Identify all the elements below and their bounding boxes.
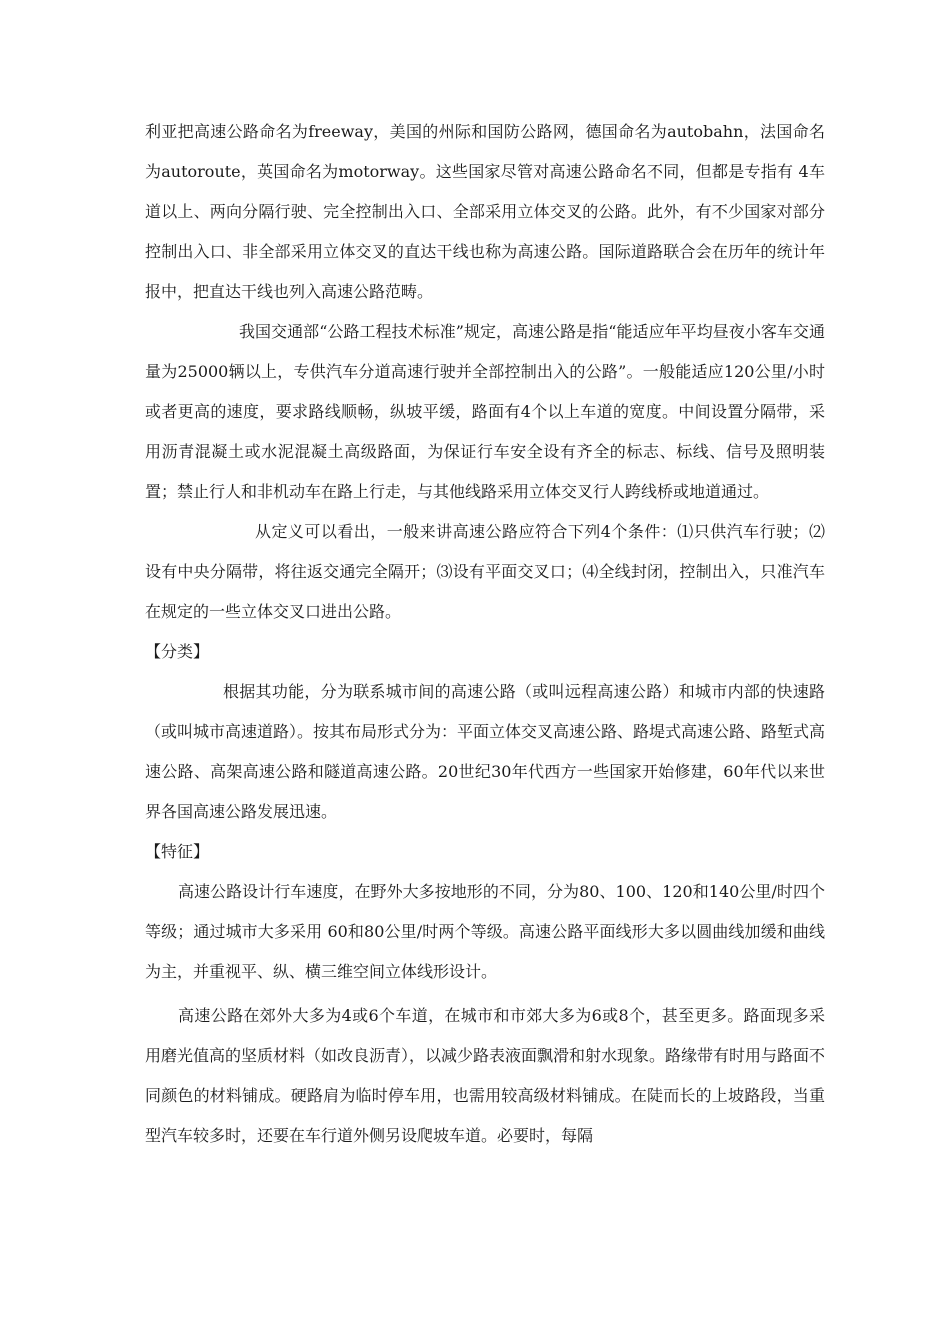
- paragraph-naming: 利亚把高速公路命名为freeway，美国的州际和国防公路网，德国命名为autobahn，法国命名为autoroute，英国命名为motorway。这些国家尽管对高速公路命名不同，但都是专指有 4车道以上、两向分隔行驶、完全控制出入口、全部采用立体交叉的公路。此外，有不少国家对部分控制出入口、非全部采用立体交叉的直达干线也称为高速公路。国际道路联合会在历年的统计年报中，把直达干线也列入高速公路范畴。: [145, 122, 825, 301]
- paragraph-conditions: 从定义可以看出，一般来讲高速公路应符合下列4个条件：⑴只供汽车行驶；⑵设有中央分隔带，将往返交通完全隔开；⑶设有平面交叉口；⑷全线封闭，控制出入，只准汽车在规定的一些立体交叉口进出公路。: [145, 522, 825, 621]
- heading-features: 【特征】: [145, 842, 210, 861]
- paragraph-classification: 根据其功能，分为联系城市间的高速公路（或叫远程高速公路）和城市内部的快速路（或叫城市高速道路）。按其布局形式分为：平面立体交叉高速公路、路堤式高速公路、路堑式高速公路、高架高速公路和隧道高速公路。20世纪30年代西方一些国家开始修建，60年代以来世界各国高速公路发展迅速。: [145, 682, 826, 821]
- heading-classification: 【分类】: [145, 642, 210, 661]
- paragraph-lanes: 高速公路在郊外大多为4或6个车道，在城市和市郊大多为6或8个，甚至更多。路面现多采用磨光值高的坚质材料（如改良沥青），以减少路表液面飘滑和射水现象。路缘带有时用与路面不同颜色的材料铺成。硬路肩为临时停车用，也需用较高级材料铺成。在陡而长的上坡路段，当重型汽车较多时，还要在车行道外侧另设爬坡车道。必要时，每隔: [145, 1006, 826, 1145]
- paragraph-china-standard: 我国交通部“公路工程技术标准”规定，高速公路是指“能适应年平均昼夜小客车交通量为25000辆以上，专供汽车分道高速行驶并全部控制出入的公路”。一般能适应120公里/小时或者更高的速度，要求路线顺畅，纵坡平缓，路面有4个以上车道的宽度。中间设置分隔带，采用沥青混凝土或水泥混凝土高级路面，为保证行车安全设有齐全的标志、标线、信号及照明装置；禁止行人和非机动车在路上行走，与其他线路采用立体交叉行人跨线桥或地道通过。: [145, 322, 825, 501]
- paragraph-design-speed: 高速公路设计行车速度，在野外大多按地形的不同，分为80、100、120和140公里/时四个等级；通过城市大多采用 60和80公里/时两个等级。高速公路平面线形大多以圆曲线加缓和曲线为主，并重视平、纵、横三维空间立体线形设计。: [145, 882, 825, 981]
- document-body: [145, 112, 825, 1156]
